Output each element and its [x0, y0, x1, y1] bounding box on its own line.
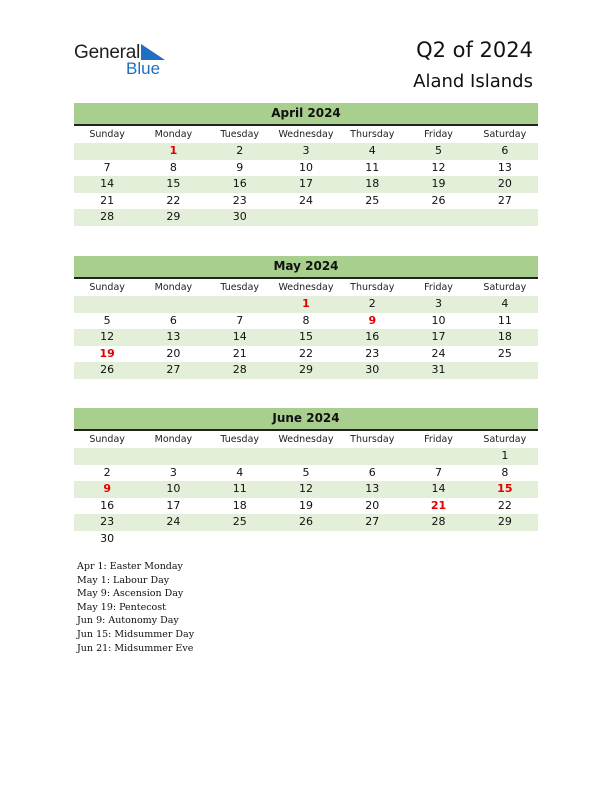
day-cell — [207, 531, 273, 548]
weekday-label: Monday — [154, 282, 193, 293]
day-cell — [405, 209, 471, 226]
day-cell — [273, 209, 339, 226]
week-row — [74, 346, 538, 363]
day-cell — [273, 448, 339, 465]
day-cell: 25 — [497, 346, 512, 360]
holiday-note: May 19: Pentecost — [77, 601, 166, 613]
weekday-label: Sunday — [89, 129, 125, 140]
day-cell: 5 — [435, 144, 443, 157]
day-cell: 2 — [236, 144, 244, 157]
day-cell: 12 — [100, 330, 115, 344]
day-cell — [472, 209, 538, 226]
day-cell: 1 — [302, 297, 310, 310]
month-title: June 2024 — [74, 408, 538, 431]
day-cell: 17 — [298, 177, 313, 191]
day-cell: 18 — [365, 177, 380, 191]
day-cell: 25 — [232, 515, 247, 529]
week-row — [74, 176, 538, 193]
week-row — [74, 465, 538, 482]
day-cell: 27 — [497, 193, 512, 207]
day-cell: 10 — [431, 313, 446, 327]
day-cell: 28 — [431, 515, 446, 529]
day-cell — [339, 531, 405, 548]
day-cell: 15 — [497, 482, 513, 496]
week-row — [74, 448, 538, 465]
day-cell — [74, 143, 140, 160]
weekday-header-row — [74, 431, 538, 448]
day-cell: 16 — [232, 177, 247, 191]
holiday-notes — [77, 560, 194, 655]
month-june — [74, 408, 538, 548]
day-cell — [339, 448, 405, 465]
holiday-note: May 9: Ascension Day — [77, 588, 184, 600]
day-cell: 10 — [298, 160, 313, 174]
weekday-label: Saturday — [483, 434, 527, 445]
day-cell: 8 — [501, 465, 509, 479]
day-cell: 6 — [368, 465, 376, 479]
holiday-note: May 1: Labour Day — [77, 574, 170, 586]
day-cell: 23 — [232, 193, 247, 207]
day-cell: 19 — [298, 498, 313, 512]
day-cell: 19 — [431, 177, 446, 191]
day-cell: 12 — [298, 482, 313, 496]
day-cell: 14 — [100, 177, 115, 191]
week-row — [74, 329, 538, 346]
page-title: Q2 of 2024 — [416, 38, 533, 62]
day-cell: 19 — [99, 346, 115, 360]
holiday-note: Jun 15: Midsummer Day — [77, 628, 195, 640]
holiday-note: Apr 1: Easter Monday — [77, 561, 183, 572]
week-row — [74, 160, 538, 177]
weekday-label: Tuesday — [220, 129, 260, 140]
day-cell: 23 — [100, 515, 115, 529]
day-cell: 30 — [232, 210, 247, 224]
day-cell: 7 — [103, 160, 111, 174]
brand-logo — [74, 42, 174, 78]
day-cell: 5 — [302, 465, 310, 479]
day-cell — [339, 209, 405, 226]
weekday-label: Saturday — [483, 129, 527, 140]
day-cell: 24 — [166, 515, 181, 529]
weekday-label: Monday — [154, 434, 193, 445]
day-cell: 27 — [365, 515, 380, 529]
day-cell: 29 — [298, 363, 313, 377]
day-cell: 27 — [166, 363, 181, 377]
day-cell — [405, 448, 471, 465]
day-cell — [273, 531, 339, 548]
day-cell — [207, 296, 273, 313]
week-row — [74, 209, 538, 226]
week-row — [74, 296, 538, 313]
day-cell: 21 — [100, 193, 115, 207]
weekday-label: Thursday — [350, 434, 395, 445]
day-cell: 13 — [365, 482, 380, 496]
day-cell: 7 — [435, 465, 443, 479]
weekday-label: Friday — [424, 434, 453, 445]
day-cell: 4 — [368, 144, 376, 157]
weekday-label: Monday — [154, 129, 193, 140]
day-cell: 22 — [298, 346, 313, 360]
day-cell: 3 — [302, 144, 310, 157]
day-cell: 6 — [501, 144, 509, 157]
day-cell: 5 — [103, 313, 111, 327]
holiday-note: Jun 21: Midsummer Eve — [77, 642, 194, 654]
logo-flag-icon — [141, 44, 165, 60]
day-cell: 17 — [166, 498, 181, 512]
week-row — [74, 313, 538, 330]
day-cell: 14 — [232, 330, 247, 344]
day-cell: 8 — [302, 313, 310, 327]
day-cell — [74, 448, 140, 465]
day-cell: 17 — [431, 330, 446, 344]
day-cell: 28 — [100, 210, 115, 224]
day-cell: 15 — [166, 177, 181, 191]
month-title: April 2024 — [74, 103, 538, 126]
day-cell: 9 — [236, 160, 244, 174]
day-cell: 6 — [169, 313, 177, 327]
day-cell: 21 — [232, 346, 247, 360]
day-cell: 8 — [169, 160, 177, 174]
day-cell: 26 — [100, 363, 115, 377]
day-cell: 2 — [368, 297, 376, 310]
weekday-header-row — [74, 279, 538, 296]
day-cell: 3 — [435, 297, 443, 310]
day-cell: 22 — [166, 193, 181, 207]
day-cell: 26 — [298, 515, 313, 529]
day-cell: 1 — [169, 144, 178, 157]
day-cell: 16 — [100, 498, 115, 512]
weekday-label: Wednesday — [278, 129, 334, 140]
day-cell: 14 — [431, 482, 446, 496]
day-cell: 25 — [365, 193, 380, 207]
week-row — [74, 531, 538, 548]
day-cell: 28 — [232, 363, 247, 377]
day-cell — [472, 531, 538, 548]
day-cell: 13 — [497, 160, 512, 174]
week-row — [74, 362, 538, 379]
brand-blue: Blue — [126, 59, 161, 78]
day-cell: 29 — [166, 210, 181, 224]
day-cell — [140, 448, 206, 465]
day-cell: 11 — [365, 160, 380, 174]
month-title: May 2024 — [74, 256, 538, 279]
day-cell: 3 — [169, 465, 177, 479]
day-cell: 11 — [232, 482, 247, 496]
day-cell: 24 — [298, 193, 313, 207]
day-cell: 4 — [236, 465, 244, 479]
day-cell: 13 — [166, 330, 181, 344]
weekday-header-row — [74, 126, 538, 143]
weekday-label: Tuesday — [220, 434, 260, 445]
weekday-label: Sunday — [89, 434, 125, 445]
day-cell: 24 — [431, 346, 446, 360]
holiday-note: Jun 9: Autonomy Day — [77, 615, 179, 627]
day-cell: 9 — [103, 482, 111, 496]
weekday-label: Saturday — [483, 282, 527, 293]
weekday-label: Wednesday — [278, 282, 334, 293]
day-cell: 20 — [497, 177, 512, 191]
day-cell — [405, 531, 471, 548]
day-cell: 22 — [497, 498, 512, 512]
day-cell: 26 — [431, 193, 446, 207]
day-cell: 16 — [365, 330, 380, 344]
day-cell: 18 — [232, 498, 247, 512]
week-row — [74, 481, 538, 498]
weekday-label: Friday — [424, 129, 453, 140]
day-cell: 20 — [166, 346, 181, 360]
day-cell: 30 — [365, 363, 380, 377]
week-row — [74, 193, 538, 210]
week-row — [74, 143, 538, 160]
page-subtitle: Aland Islands — [413, 71, 533, 92]
weekday-label: Tuesday — [220, 282, 260, 293]
weekday-label: Thursday — [350, 129, 395, 140]
day-cell: 21 — [430, 498, 447, 512]
day-cell: 31 — [431, 363, 446, 377]
day-cell — [140, 531, 206, 548]
day-cell: 2 — [103, 465, 111, 479]
day-cell: 7 — [236, 313, 244, 327]
day-cell: 9 — [368, 313, 377, 327]
day-cell: 29 — [497, 515, 512, 529]
brand-general: General — [74, 42, 141, 63]
day-cell — [74, 296, 140, 313]
weekday-label: Wednesday — [278, 434, 334, 445]
day-cell: 15 — [298, 330, 313, 344]
day-cell: 4 — [501, 297, 509, 310]
day-cell: 1 — [501, 449, 509, 462]
month-may — [74, 256, 538, 379]
day-cell: 23 — [365, 346, 380, 360]
weekday-label: Sunday — [89, 282, 125, 293]
day-cell: 11 — [497, 313, 512, 327]
week-row — [74, 514, 538, 531]
day-cell — [140, 296, 206, 313]
day-cell — [472, 362, 538, 379]
weekday-label: Friday — [424, 282, 453, 293]
day-cell: 18 — [497, 330, 512, 344]
day-cell: 20 — [365, 498, 380, 512]
day-cell: 10 — [166, 482, 181, 496]
week-row — [74, 498, 538, 515]
day-cell: 30 — [100, 531, 115, 545]
month-april — [74, 103, 538, 226]
weekday-label: Thursday — [350, 282, 395, 293]
day-cell: 12 — [431, 160, 446, 174]
day-cell — [207, 448, 273, 465]
